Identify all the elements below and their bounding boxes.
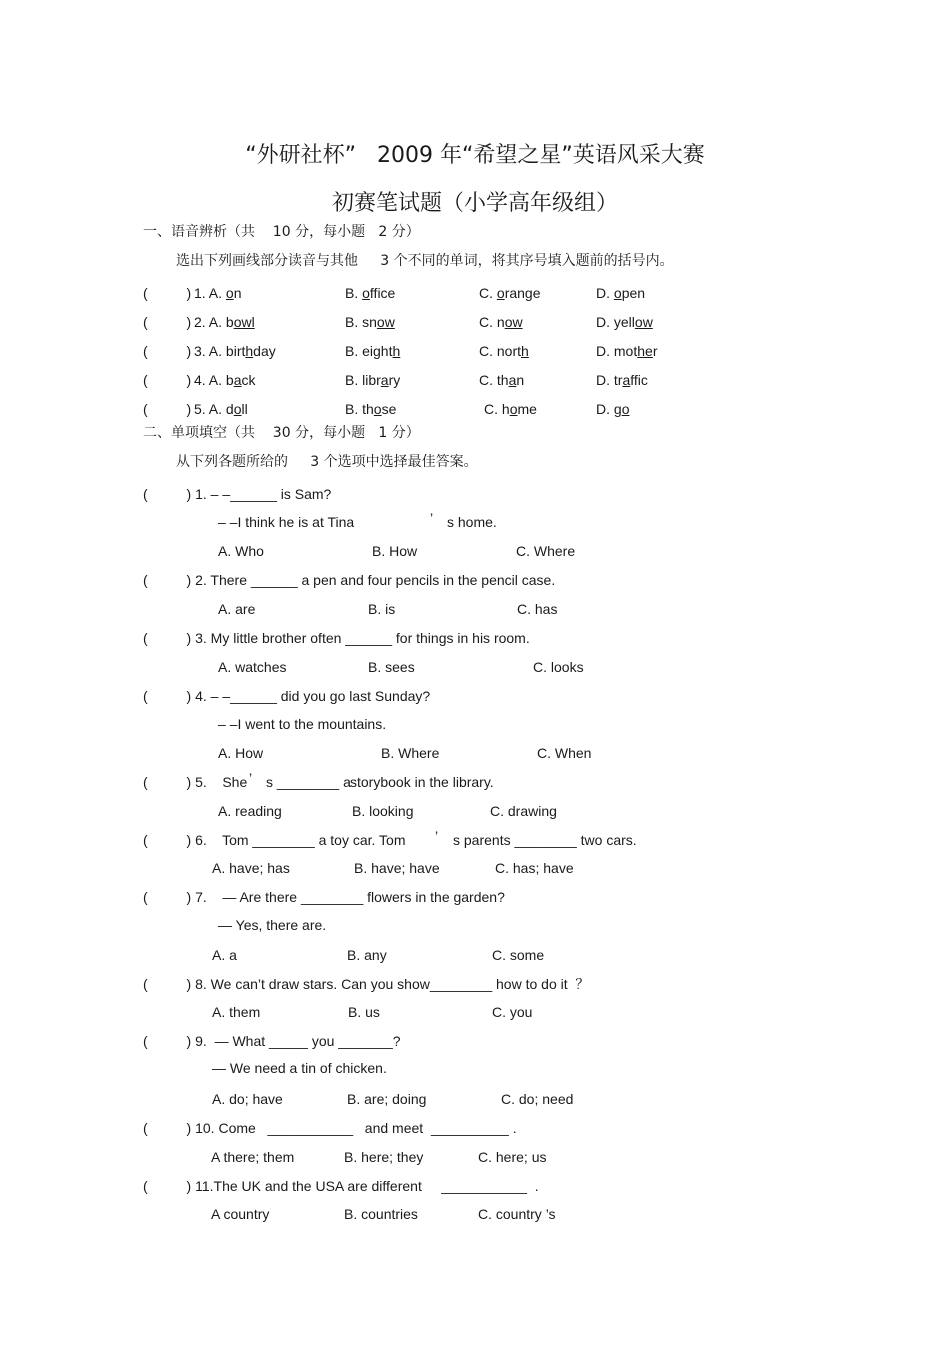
option-a-word — [226, 285, 242, 301]
answer-bracket: ( ) — [143, 285, 192, 301]
q9-stem: ( ) 9. — What _____ you _______? — [143, 1033, 401, 1049]
option-b — [345, 314, 395, 330]
option-a-word — [226, 372, 256, 388]
option-d-suffix: pen — [621, 285, 646, 301]
q10-option-b: B. here; they — [344, 1149, 424, 1165]
option-a-word-prefix: b — [225, 314, 234, 330]
exam-subtitle: 初赛笔试题（小学高年级组） — [331, 191, 618, 216]
option-c-underlined-sound: a — [508, 372, 517, 388]
q5-option-c: C. drawing — [490, 803, 557, 819]
q6-option-c: C. has; have — [495, 860, 574, 876]
q7-option-a: A. a — [212, 947, 237, 963]
q1-option-a: A. Who — [218, 543, 264, 559]
option-d — [596, 401, 629, 417]
option-d-underlined-sound: a — [622, 372, 631, 388]
option-d-underlined-sound: o — [621, 401, 630, 417]
answer-bracket: ( ) — [143, 372, 192, 388]
q9-option-c: C. do; need — [501, 1091, 574, 1107]
q5-apostrophe: ’ — [249, 770, 253, 786]
option-d-underlined-sound: ow — [634, 314, 653, 330]
q5-blank: s ________ a — [266, 774, 351, 790]
question-number: 1. A. — [194, 285, 226, 301]
option-a-word-underlined-sound: o — [225, 285, 234, 301]
option-a-word-prefix: birt — [225, 343, 246, 359]
option-b — [345, 401, 396, 417]
q3-option-a: A. watches — [218, 659, 287, 675]
q4-option-c: C. When — [537, 745, 592, 761]
option-c — [479, 314, 523, 330]
option-a — [194, 343, 276, 359]
option-b — [345, 343, 400, 359]
answer-bracket: ( ) — [143, 401, 192, 417]
option-b-underlined-sound: ow — [376, 314, 395, 330]
q5-stem: ( ) 5. She — [143, 774, 248, 790]
q1-stem: ( ) 1. – –______ is Sam? — [143, 486, 332, 502]
option-a-word-suffix: ll — [241, 401, 248, 417]
q8-option-c: C. you — [492, 1004, 533, 1020]
q4-option-a: A. How — [218, 745, 264, 761]
option-c-suffix: me — [517, 401, 537, 417]
section1-heading: 一、语音辨析（共 10 分，每小题 2 分） — [143, 224, 420, 240]
option-a — [194, 314, 255, 330]
option-c — [479, 372, 524, 388]
q2-stem: ( ) 2. There ______ a pen and four pencils in the pencil case. — [143, 572, 556, 588]
option-d-prefix: D. g — [596, 401, 622, 417]
section2-heading: 二、单项填空（共 30 分，每小题 1 分） — [143, 425, 420, 441]
q6-option-a: A. have; has — [212, 860, 290, 876]
option-b-underlined-sound: o — [373, 401, 382, 417]
option-d — [596, 343, 657, 359]
question-number: 2. A. — [194, 314, 226, 330]
q7-option-b: B. any — [347, 947, 387, 963]
q9-option-a: A. do; have — [212, 1091, 283, 1107]
q2-option-b: B. is — [368, 601, 396, 617]
q3-option-c: C. looks — [533, 659, 584, 675]
q6-stem: ( ) 6. Tom ________ a toy car. Tom — [143, 832, 406, 848]
option-c-underlined-sound: h — [521, 343, 529, 359]
q11-stem: ( ) 11.The UK and the USA are different ___________ . — [143, 1178, 539, 1194]
option-b-underlined-sound: a — [380, 372, 389, 388]
q7-option-c: C. some — [492, 947, 545, 963]
q8-option-b: B. us — [348, 1004, 380, 1020]
option-a-word-underlined-sound: o — [233, 401, 242, 417]
option-d-suffix: r — [652, 343, 658, 359]
q10-stem: ( ) 10. Come ___________ and meet __________ . — [143, 1120, 517, 1136]
option-a-word-underlined-sound: h — [245, 343, 254, 359]
option-a-word-underlined-sound: a — [233, 372, 242, 388]
q5-option-a: A. reading — [218, 803, 282, 819]
option-b-underlined-sound: o — [362, 285, 370, 301]
option-c-prefix: C. — [479, 285, 497, 301]
option-c-underlined-sound: ow — [504, 314, 523, 330]
option-d — [596, 314, 653, 330]
option-c — [479, 285, 541, 301]
option-b-prefix: B. sn — [345, 314, 377, 330]
q1-answer-line: – –I think he is at Tina — [218, 514, 355, 530]
option-a-word-suffix: ck — [241, 372, 256, 388]
option-a-word-underlined-sound: owl — [233, 314, 255, 330]
option-a-word-prefix: d — [225, 401, 234, 417]
q1-option-b: B. How — [372, 543, 418, 559]
option-a-word-suffix: day — [253, 343, 276, 359]
option-c-suffix: n — [516, 372, 525, 388]
q9-answer-line: — We need a tin of chicken. — [212, 1060, 387, 1076]
question-number: 3. A. — [194, 343, 226, 359]
option-a — [194, 372, 256, 388]
answer-bracket: ( ) — [143, 314, 192, 330]
option-b-prefix: B. eight — [345, 343, 393, 359]
q7-answer-line: — Yes, there are. — [218, 917, 327, 933]
q11-option-b: B. countries — [344, 1206, 418, 1222]
option-d — [596, 285, 645, 301]
option-d-underlined-sound: o — [613, 285, 622, 301]
option-c-underlined-sound: o — [496, 285, 505, 301]
q1-apostrophe: ’ — [430, 510, 434, 526]
question-number: 4. A. — [194, 372, 226, 388]
q1-answer-end: s home. — [447, 514, 497, 530]
option-c-prefix: C. nort — [479, 343, 522, 359]
q5-stem-end: storybook in the library. — [350, 774, 494, 790]
option-b — [345, 372, 400, 388]
option-d-prefix: D. tr — [596, 372, 623, 388]
option-c-prefix: C. th — [479, 372, 509, 388]
option-d-suffix: ffic — [630, 372, 648, 388]
option-b-suffix: ry — [388, 372, 401, 388]
option-c-prefix: C. n — [479, 314, 505, 330]
option-b-prefix: B. th — [345, 401, 374, 417]
q4-stem: ( ) 4. – –______ did you go last Sunday? — [143, 688, 431, 704]
option-b-prefix: B. libr — [345, 372, 381, 388]
option-c — [479, 343, 529, 359]
option-c-prefix: C. h — [484, 401, 510, 417]
option-d-underlined-sound: he — [637, 343, 653, 359]
q11-option-a: A country — [211, 1206, 270, 1222]
option-c-suffix: range — [504, 285, 541, 301]
section1-instruction: 选出下列画线部分读音与其他 3 个不同的单词，将其序号填入题前的括号内。 — [176, 253, 674, 269]
q8-option-a: A. them — [212, 1004, 261, 1020]
option-a-word — [226, 401, 248, 417]
option-a-word — [226, 343, 276, 359]
q8-stem: ( ) 8. We can’t draw stars. Can you show________ how to do it ？ — [143, 976, 590, 992]
option-b-prefix: B. — [345, 285, 363, 301]
option-b-suffix: se — [381, 401, 397, 417]
q2-option-c: C. has — [517, 601, 558, 617]
q11-option-c: C. country ’s — [478, 1206, 556, 1222]
option-a-word — [226, 314, 255, 330]
q4-option-b: B. Where — [381, 745, 440, 761]
option-a — [194, 401, 248, 417]
section2-instruction: 从下列各题所给的 3 个选项中选择最佳答案。 — [176, 454, 478, 470]
q4-answer-line: – –I went to the mountains. — [218, 716, 387, 732]
answer-bracket: ( ) — [143, 343, 192, 359]
option-a — [194, 285, 242, 301]
q6-apostrophe: ’ — [435, 828, 439, 844]
option-d — [596, 372, 648, 388]
q10-option-c: C. here; us — [478, 1149, 547, 1165]
q2-option-a: A. are — [218, 601, 256, 617]
option-c — [484, 401, 537, 417]
q7-stem: ( ) 7. — Are there ________ flowers in the garden? — [143, 889, 505, 905]
option-d-prefix: D. — [596, 285, 614, 301]
q9-option-b: B. are; doing — [347, 1091, 427, 1107]
option-a-word-prefix: b — [225, 372, 234, 388]
q3-stem: ( ) 3. My little brother often ______ for things in his room. — [143, 630, 530, 646]
question-number: 5. A. — [194, 401, 226, 417]
q1-option-c: C. Where — [516, 543, 576, 559]
q5-option-b: B. looking — [352, 803, 414, 819]
option-c-underlined-sound: o — [509, 401, 518, 417]
option-b-underlined-sound: h — [392, 343, 401, 359]
q3-option-b: B. sees — [368, 659, 415, 675]
option-b-suffix: ffice — [369, 285, 396, 301]
option-a-word-suffix: n — [233, 285, 242, 301]
option-b — [345, 285, 395, 301]
q10-option-a: A there; them — [211, 1149, 295, 1165]
option-d-prefix: D. mot — [596, 343, 638, 359]
q6-option-b: B. have; have — [354, 860, 440, 876]
exam-title: “外研社杯” 2009 年“希望之星”英语风采大赛 — [245, 143, 705, 168]
q6-stem-end: s parents ________ two cars. — [453, 832, 637, 848]
option-d-prefix: D. yell — [596, 314, 635, 330]
